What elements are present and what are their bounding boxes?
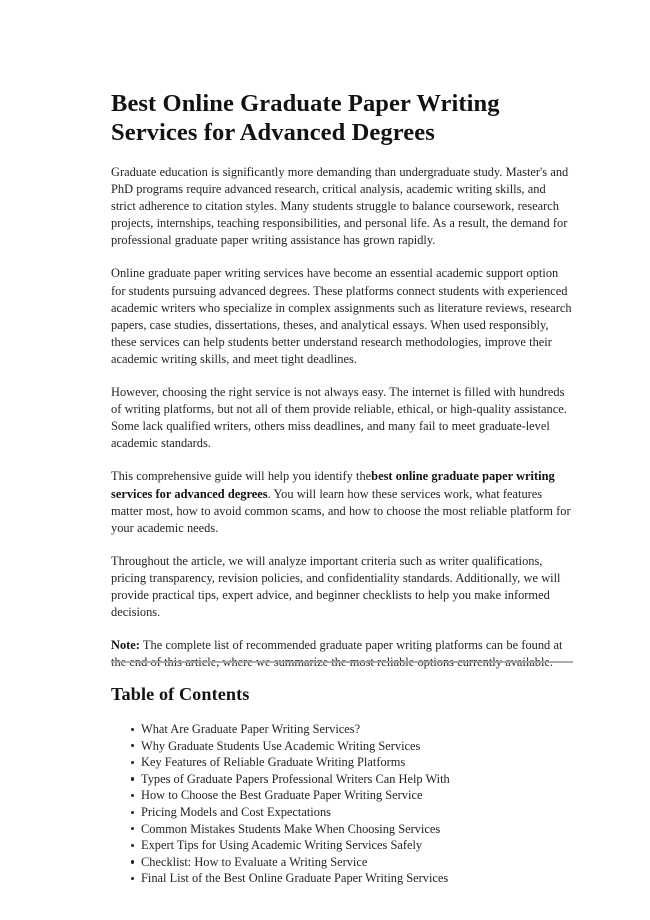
- note-text: The complete list of recommended graduate paper writing platforms can be found at the end of this article, where we summarize the most reliable options currently available.: [111, 638, 563, 670]
- paragraph-overview: Online graduate paper writing services have become an essential academic support option for students pursuing advanced degrees. These platforms connect students with experienced academic writers who specialize in complex assignments such as literature reviews, research papers, case studies, dissertations, theses, and analytical essays. When used responsibly, these services can help students better understand research methodologies, improve their academic writing skills, and meet tight deadlines.: [111, 266, 572, 366]
- toc-item-label: Types of Graduate Papers Professional Writers Can Help With: [141, 771, 450, 786]
- article-body: [111, 89, 573, 671]
- page-title: Best Online Graduate Paper Writing Services for Advanced Degrees: [111, 90, 500, 146]
- section-divider: [111, 661, 573, 663]
- bullet-icon: [131, 877, 134, 880]
- paragraph-guide-keyphrase: best online graduate paper writing services for advanced degrees: [111, 469, 555, 501]
- bullet-icon: [131, 811, 134, 814]
- toc-item-label: What Are Graduate Paper Writing Services?: [141, 722, 361, 736]
- table-of-contents-heading: Table of Contents: [111, 684, 250, 704]
- paragraph-guide-purpose: [111, 468, 573, 536]
- toc-item-label: Checklist: How to Evaluate a Writing Service: [141, 854, 368, 869]
- bullet-icon: [131, 761, 134, 764]
- toc-item-label: Key Features of Reliable Graduate Writing Platforms: [141, 755, 406, 770]
- paragraph-guide-lead: This comprehensive guide will help you identify the: [111, 469, 372, 484]
- toc-item-label: Common Mistakes Students Make When Choosing Services: [141, 821, 441, 836]
- toc-item[interactable]: [131, 854, 571, 871]
- bullet-icon: [131, 844, 134, 847]
- toc-item[interactable]: [131, 721, 571, 738]
- note-label: Note:: [111, 638, 140, 653]
- toc-item-label: Pricing Models and Cost Expectations: [141, 804, 331, 819]
- toc-item[interactable]: [131, 787, 571, 804]
- bullet-icon: [131, 794, 134, 797]
- bullet-icon: [131, 777, 134, 780]
- toc-item-label: How to Choose the Best Graduate Paper Writing Service: [141, 788, 423, 803]
- paragraph-intro: Graduate education is significantly more demanding than undergraduate study. Master's and PhD programs require advanced research, critical analysis, academic writing skills, and strict adherence to citation styles. Many students struggle to balance coursework, research projects, internships, teaching responsibilities, and personal life. As a result, the demand for professional graduate paper writing assistance has grown rapidly.: [111, 165, 569, 248]
- paragraph-note: [111, 637, 573, 671]
- toc-item[interactable]: [131, 804, 571, 821]
- toc-item[interactable]: [131, 754, 571, 771]
- toc-item[interactable]: [131, 870, 571, 887]
- paragraph-criteria: Throughout the article, we will analyze important criteria such as writer qualifications, pricing transparency, revision policies, and confidentiality standards. Additionally, we will provide practical tips, expert advice, and beginner checklists to help you make informed decisions.: [111, 553, 561, 620]
- toc-item-label: Expert Tips for Using Academic Writing Services Safely: [141, 838, 423, 853]
- toc-item[interactable]: [131, 821, 571, 838]
- bullet-icon: [131, 827, 134, 830]
- bullet-icon: [131, 860, 134, 863]
- paragraph-challenge: However, choosing the right service is not always easy. The internet is filled with hundreds of writing platforms, but not all of them provide reliable, ethical, or high-quality assistance. Some lack qualified writers, others miss deadlines, and many fail to meet graduate-level academic standards.: [111, 385, 567, 451]
- toc-item[interactable]: [131, 837, 571, 854]
- bullet-icon: [131, 728, 134, 731]
- bullet-icon: [131, 744, 134, 747]
- toc-item[interactable]: [131, 771, 571, 788]
- paragraph-guide-tail: . You will learn how these services work, what features matter most, how to avoid common scams, and how to choose the most reliable platform for your academic needs.: [111, 486, 571, 535]
- toc-item[interactable]: [131, 738, 571, 755]
- table-of-contents-list: [131, 721, 571, 887]
- toc-item-label: Final List of the Best Online Graduate Paper Writing Services: [141, 871, 449, 886]
- toc-item-label: Why Graduate Students Use Academic Writing Services: [141, 738, 421, 753]
